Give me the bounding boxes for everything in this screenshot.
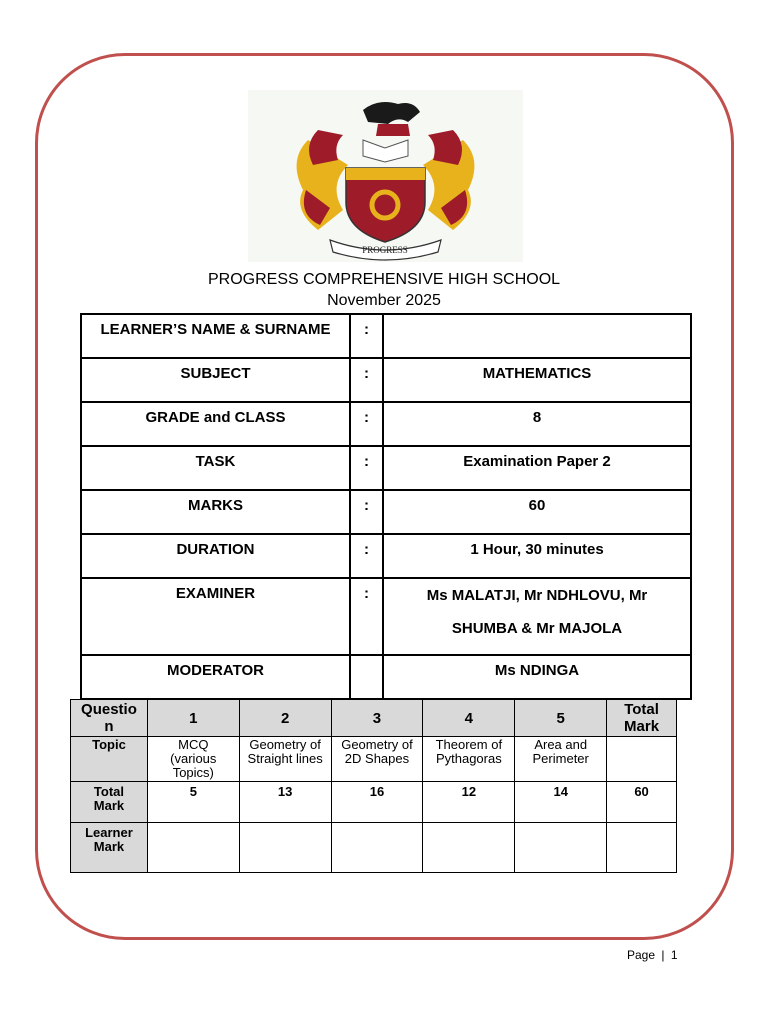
grand-total: 60 <box>607 782 677 823</box>
info-value: Ms NDINGA <box>494 662 580 679</box>
info-label: GRADE and CLASS <box>81 402 350 446</box>
learner-mark-cell[interactable] <box>239 823 331 873</box>
question-number: 2 <box>239 700 331 737</box>
topic-line: 2D Shapes <box>344 751 410 766</box>
question-number: 3 <box>331 700 423 737</box>
question-number: 1 <box>147 700 239 737</box>
info-row-learner <box>81 314 691 358</box>
info-row-moderator <box>81 655 691 699</box>
question-total: 14 <box>515 782 607 823</box>
info-value: 60 <box>383 490 691 534</box>
question-number: 4 <box>423 700 515 737</box>
learner-mark-label-line-1: Learner <box>85 825 133 840</box>
question-number: 5 <box>515 700 607 737</box>
info-label: TASK <box>81 446 350 490</box>
info-value: 1 Hour, 30 minutes <box>383 534 691 578</box>
topic-line: Pythagoras <box>435 751 502 766</box>
topic-row <box>71 737 677 782</box>
topic-cell <box>331 737 423 782</box>
info-separator: : <box>350 578 383 655</box>
question-row <box>71 700 677 737</box>
info-row-examiner <box>81 578 691 655</box>
info-value-examiner <box>383 578 691 655</box>
topic-cell <box>147 737 239 782</box>
info-separator <box>350 655 383 699</box>
info-value: MATHEMATICS <box>383 358 691 402</box>
info-value: Examination Paper 2 <box>383 446 691 490</box>
question-total: 5 <box>147 782 239 823</box>
info-label: MODERATOR <box>167 662 264 679</box>
learner-mark-cell[interactable] <box>515 823 607 873</box>
page-divider: | <box>661 948 665 962</box>
school-name: PROGRESS COMPREHENSIVE HIGH SCHOOL <box>207 271 561 288</box>
info-row-duration <box>81 534 691 578</box>
question-header-line-1: Questio <box>81 701 137 718</box>
page-label: Page <box>627 948 656 962</box>
total-header-line-1: Total <box>624 701 659 718</box>
info-separator: : <box>350 490 383 534</box>
topic-line: Area and <box>534 737 588 752</box>
info-row-grade <box>81 402 691 446</box>
info-separator: : <box>350 402 383 446</box>
topic-line: MCQ <box>178 737 209 752</box>
question-total: 12 <box>423 782 515 823</box>
marks-breakdown-table <box>70 699 677 873</box>
learner-mark-cell[interactable] <box>423 823 515 873</box>
topic-cell-empty <box>607 737 677 782</box>
total-mark-row <box>71 782 677 823</box>
crest-icon <box>248 90 523 262</box>
info-label: EXAMINER <box>81 578 350 655</box>
info-label: MARKS <box>81 490 350 534</box>
total-header-line-2: Mark <box>624 718 660 735</box>
info-value: 8 <box>383 402 691 446</box>
info-row-marks <box>81 490 691 534</box>
topic-line: Perimeter <box>532 751 589 766</box>
examiner-line-1: Ms MALATJI, Mr NDHLOVU, Mr <box>426 587 648 604</box>
question-header-line-2: n <box>104 718 114 735</box>
topic-cell <box>239 737 331 782</box>
info-row-subject <box>81 358 691 402</box>
topic-line: (various <box>170 751 217 766</box>
question-total: 16 <box>331 782 423 823</box>
learner-name-field[interactable] <box>383 314 691 358</box>
info-label: DURATION <box>81 534 350 578</box>
info-separator: : <box>350 534 383 578</box>
topic-line: Theorem of <box>435 737 503 752</box>
learner-mark-total-cell[interactable] <box>607 823 677 873</box>
total-mark-header <box>607 700 677 737</box>
question-total: 13 <box>239 782 331 823</box>
page-number: 1 <box>670 948 678 962</box>
exam-date: November 2025 <box>327 292 441 309</box>
total-mark-label-line-1: Total <box>93 784 124 799</box>
learner-mark-label <box>71 823 148 873</box>
info-separator: : <box>350 314 383 358</box>
topic-cell <box>515 737 607 782</box>
learner-mark-cell[interactable] <box>147 823 239 873</box>
topic-line: Straight lines <box>247 751 323 766</box>
topic-line: Geometry of <box>341 737 413 752</box>
total-mark-label-line-2: Mark <box>93 798 125 813</box>
topic-line: Topics) <box>172 765 214 780</box>
learner-mark-row <box>71 823 677 873</box>
total-mark-label <box>71 782 148 823</box>
topic-label: Topic <box>71 737 148 782</box>
learner-mark-cell[interactable] <box>331 823 423 873</box>
page-number-footer <box>627 948 678 962</box>
exam-info-table <box>80 313 692 700</box>
info-row-task <box>81 446 691 490</box>
learner-mark-label-line-2: Mark <box>93 839 125 854</box>
topic-cell <box>423 737 515 782</box>
examiner-line-2: SHUMBA & Mr MAJOLA <box>451 620 623 637</box>
question-header <box>71 700 148 737</box>
info-label: LEARNER’S NAME & SURNAME <box>81 314 350 358</box>
svg-text:PROGRESS: PROGRESS <box>362 245 408 255</box>
info-separator: : <box>350 446 383 490</box>
topic-line: Geometry of <box>249 737 321 752</box>
info-separator: : <box>350 358 383 402</box>
school-crest-logo <box>248 90 523 262</box>
info-label: SUBJECT <box>81 358 350 402</box>
